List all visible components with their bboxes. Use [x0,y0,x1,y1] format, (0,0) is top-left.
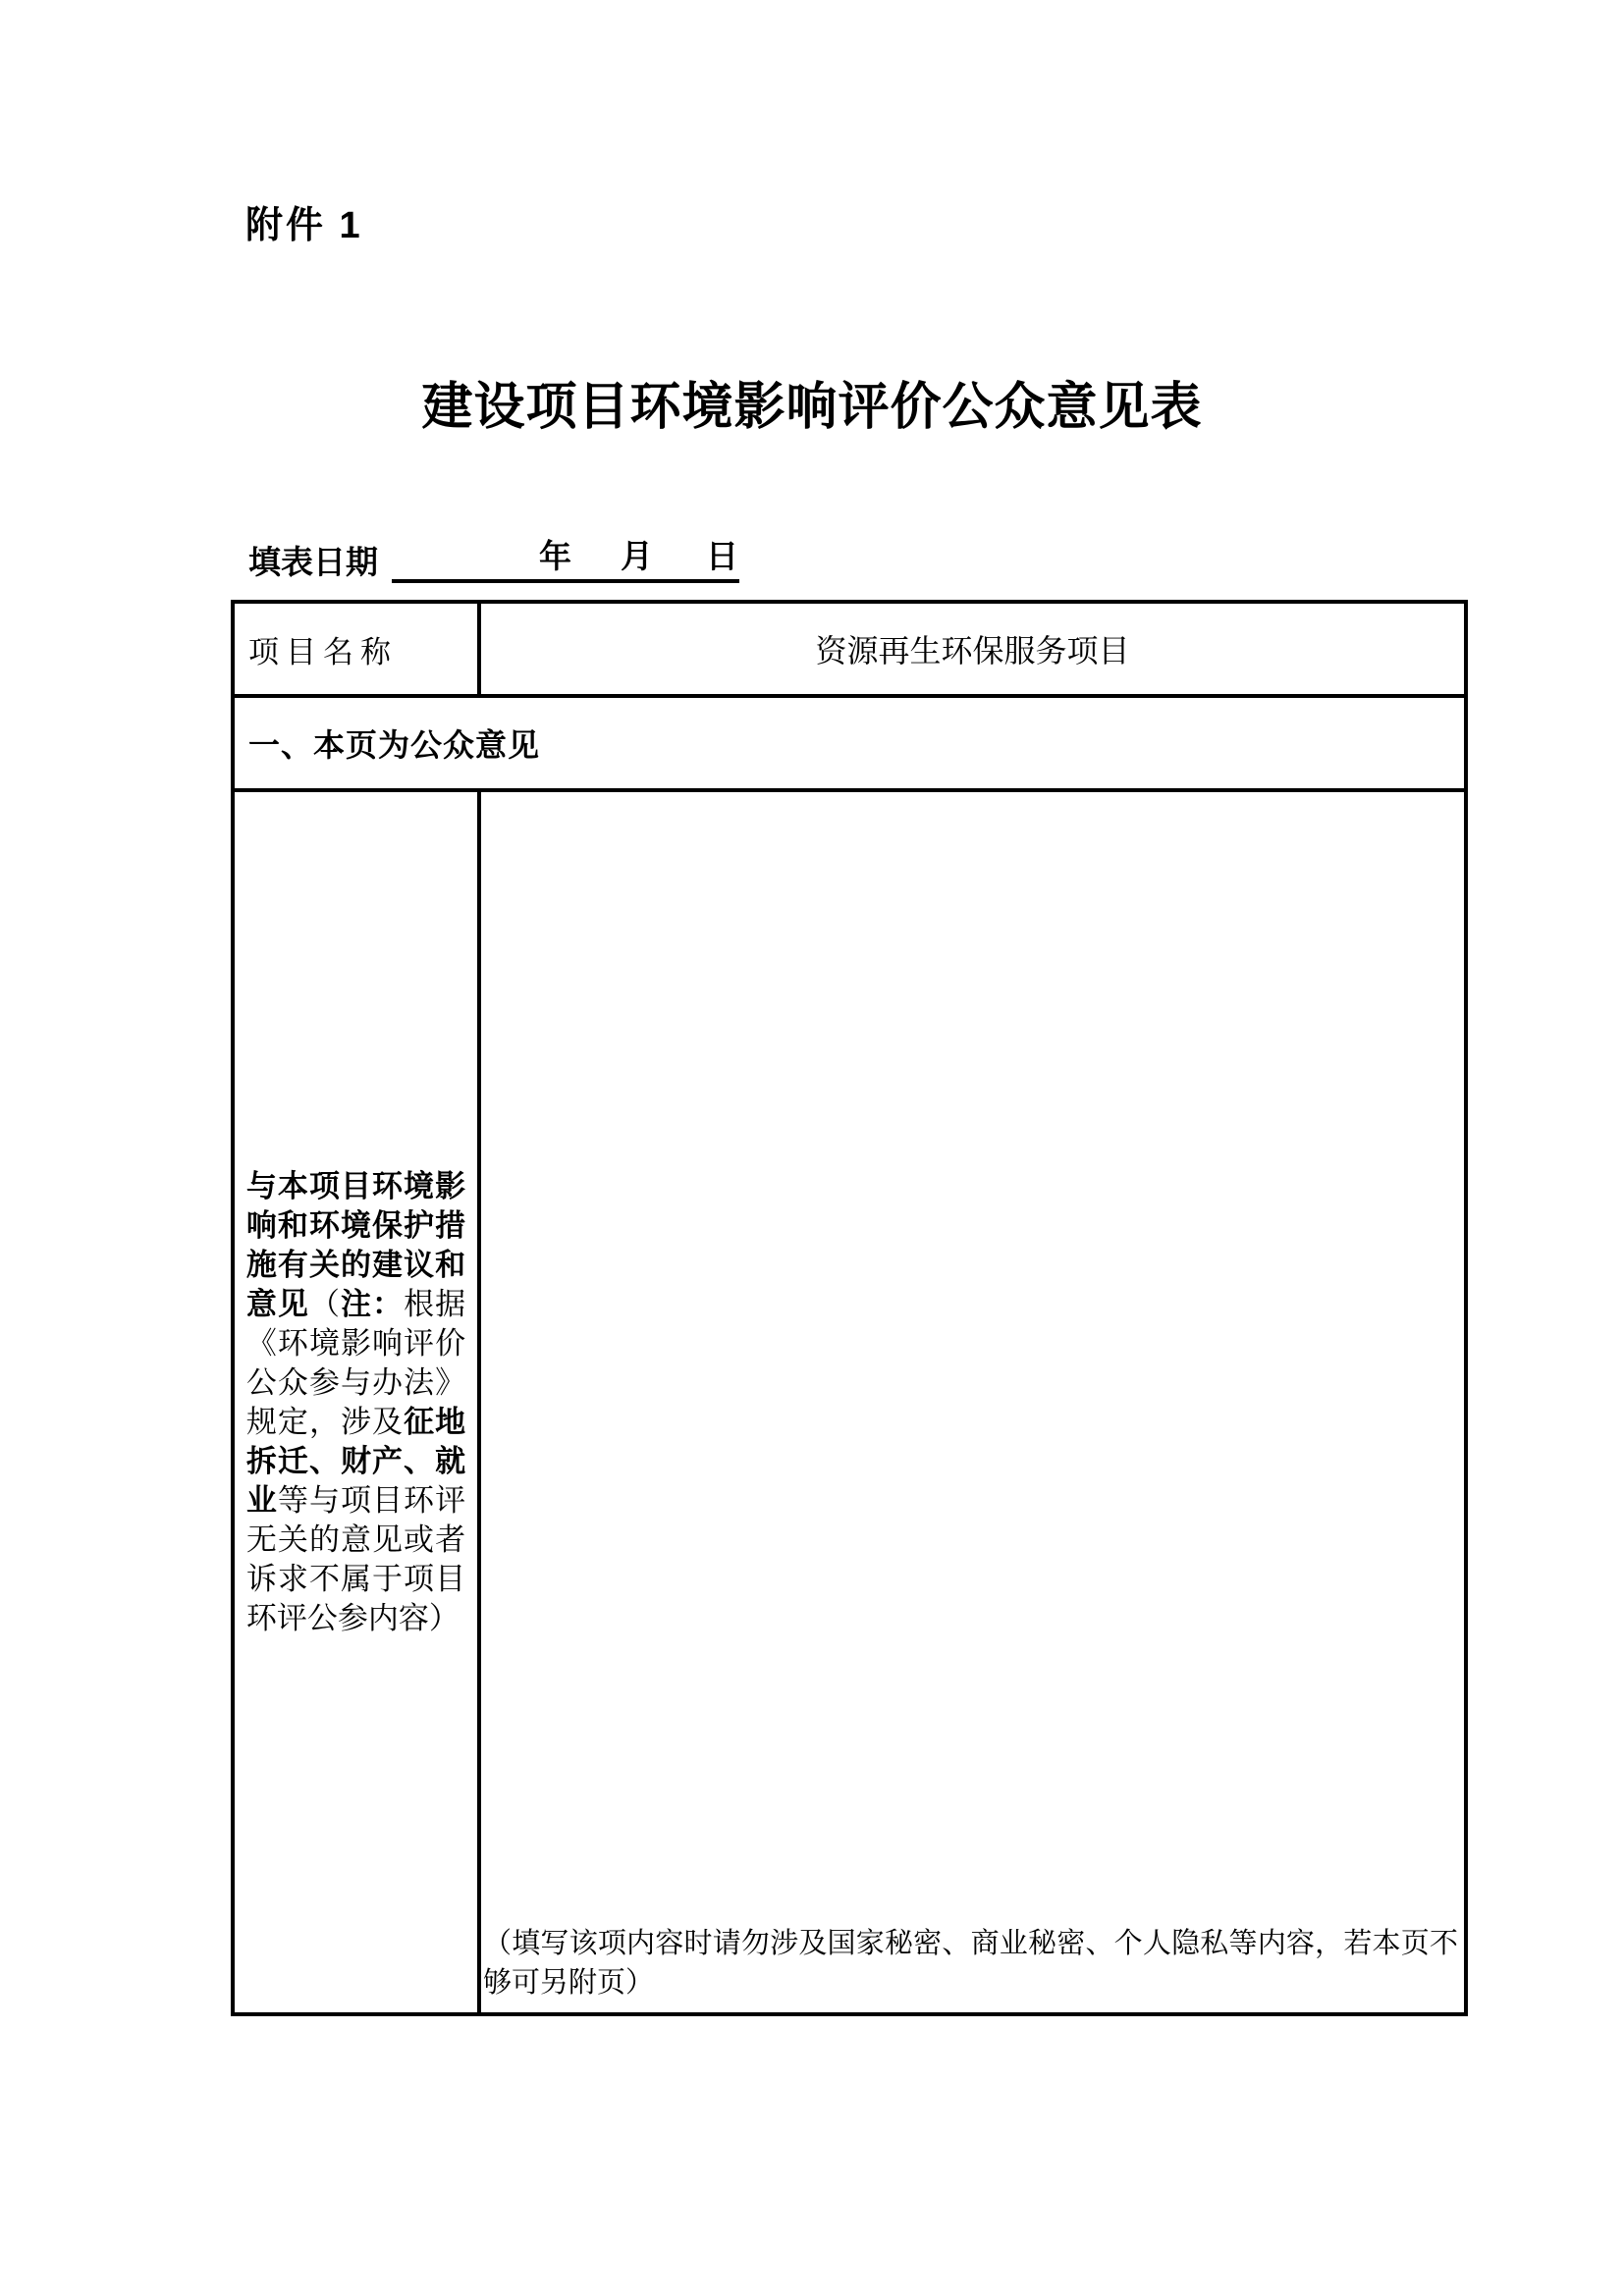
project-name-label: 项目名称 [248,634,398,669]
day-label: 日 [706,540,738,575]
public-comment-blank-area [481,792,1464,1924]
opinion-label-seg5: 征地拆迁、财产、就业 [245,1404,466,1518]
public-comment-cell [479,790,1466,2014]
form-table [231,600,1468,2016]
opinion-label-seg3: 注： [341,1286,405,1321]
opinion-label-cell [233,790,479,2014]
attachment-label: 附件 1 [245,205,363,246]
date-label: 填表日期 [248,546,378,581]
section-header-row [233,696,1466,790]
project-name-value: 资源再生环保服务项目 [815,633,1130,668]
project-name-row [233,602,1466,696]
opinion-label-seg4: 根据《环境影响评价公众参与办法》规定，涉及 [245,1286,466,1439]
date-underline [392,536,739,583]
privacy-note: （填写该项内容时请勿涉及国家秘密、商业秘密、个人隐私等内容，若本页不够可另附页） [483,1928,1458,1999]
opinion-label-text [246,1167,465,1638]
section-header: 一、本页为公众意见 [248,727,541,763]
public-comment-cell-inner [481,792,1464,2012]
opinion-row [233,790,1466,2014]
opinion-label-seg2: （ [308,1286,341,1321]
opinion-label-seg1: 与本项目环境影响和环境保护措施有关的建议和意见 [245,1168,466,1321]
month-label: 月 [621,540,653,575]
opinion-label-seg6: 等与项目环评无关的意见或者诉求不属于项目环评公参内容） [245,1482,466,1635]
year-label: 年 [539,540,571,575]
section-header-cell [233,696,1466,790]
date-line [248,536,739,583]
page-title: 建设项目环境影响评价公众意见表 [421,379,1203,436]
project-name-label-cell [233,602,479,696]
project-name-value-cell [479,602,1466,696]
